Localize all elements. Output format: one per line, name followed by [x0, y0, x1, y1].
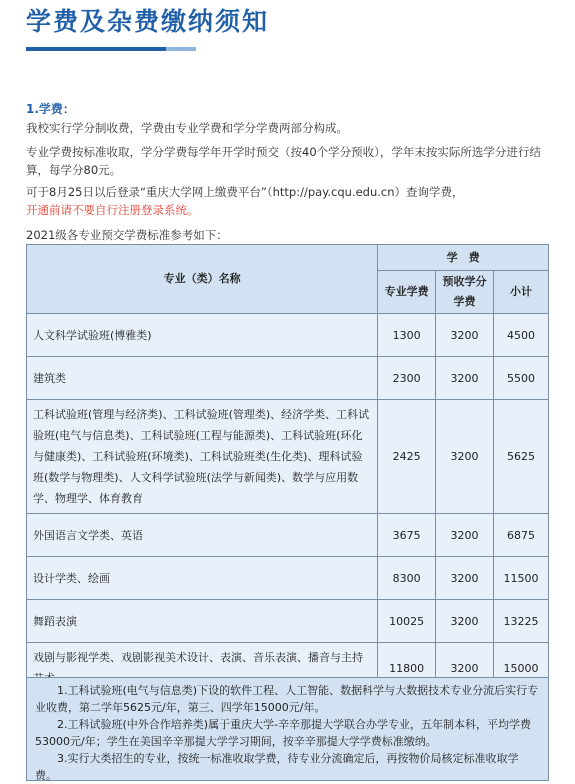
header-major: 专业（类）名称 — [27, 245, 378, 314]
note-1: 1.工科试验班(电气与信息类)下设的软件工程、人工智能、数据科学与大数据技术专业分流后实行专业收费，第二学年5625元/年，第三、四学年15000元/年。 — [35, 684, 539, 714]
prof-fee: 2300 — [378, 357, 436, 400]
prof-fee: 8300 — [378, 557, 436, 600]
header-credit-fee: 预收学分学费 — [436, 271, 494, 314]
warning-text: 开通前请不要自行注册登录系统。 — [26, 203, 199, 217]
table-row — [27, 557, 549, 600]
paragraph-structure: 我校实行学分制收费，学费由专业学费和学分学费两部分构成。 — [26, 121, 348, 135]
section-heading: 1.学费： — [26, 102, 75, 116]
credit-fee: 3200 — [436, 357, 494, 400]
total-fee: 6875 — [494, 514, 549, 557]
table-row — [27, 514, 549, 557]
note-3: 3.实行大类招生的专业，按统一标准收取学费，待专业分流确定后，再按物价局核定标准收取学费。 — [35, 752, 519, 782]
table-row — [27, 400, 549, 514]
credit-fee: 3200 — [436, 314, 494, 357]
total-fee: 4500 — [494, 314, 549, 357]
major-name: 工科试验班(管理与经济类)、工科试验班(管理类)、经济学类、工科试验班(电气与信息类)、工科试验班(工程与能源类)、工科试验班(环化与健康类)、工科试验班(环境类)、工科试验班类(生化类)、理科试验班(数学与物理类)、人文科学试验班(法学与新闻类)、数学与应用数学、物理学、体育教育 — [27, 400, 378, 514]
major-name: 戏剧与影视学类、戏剧影视美术设计、表演、音乐表演、播音与主持 — [27, 643, 378, 694]
credit-fee: 3200 — [436, 643, 494, 694]
note-2: 2.工科试验班(中外合作培养类)属于重庆大学-辛辛那提大学联合办学专业，五年制本科，平均学费53000元/年；学生在美国辛辛那提大学学习期间，按辛辛那提大学学费标准缴纳。 — [35, 718, 532, 748]
header-prof-fee: 专业学费 — [378, 271, 436, 314]
prof-fee: 3675 — [378, 514, 436, 557]
total-fee: 11500 — [494, 557, 549, 600]
table-caption: 2021级各专业预交学费标准参考如下： — [26, 228, 228, 242]
prof-fee: 2425 — [378, 400, 436, 514]
total-fee: 5500 — [494, 357, 549, 400]
credit-fee: 3200 — [436, 600, 494, 643]
query-text: 可于8月25日以后登录“重庆大学网上缴费平台”（http://pay.cqu.edu.cn）查询学费， — [26, 185, 464, 199]
prof-fee: 10025 — [378, 600, 436, 643]
paragraph-credit-fee: 专业学费按标准收取，学分学费每学年开学时预交（按40个学分预收），学年末按实际所选学分进行结算，每学分80元。 — [26, 145, 541, 177]
prof-fee: 1300 — [378, 314, 436, 357]
table-row — [27, 357, 549, 400]
page-title: 学费及杂费缴纳须知 — [26, 7, 270, 36]
major-name: 舞蹈表演 — [27, 600, 378, 643]
total-fee: 5625 — [494, 400, 549, 514]
header-total: 小计 — [494, 271, 549, 314]
title-underline — [26, 47, 166, 51]
total-fee: 13225 — [494, 600, 549, 643]
table-row — [27, 600, 549, 643]
notes-box — [26, 677, 549, 781]
major-name: 设计学类、绘画 — [27, 557, 378, 600]
table-row — [27, 314, 549, 357]
title-underline-accent — [166, 47, 196, 51]
credit-fee: 3200 — [436, 400, 494, 514]
major-name: 外国语言文学类、英语 — [27, 514, 378, 557]
major-name: 建筑类 — [27, 357, 378, 400]
credit-fee: 3200 — [436, 557, 494, 600]
credit-fee: 3200 — [436, 514, 494, 557]
major-name: 人文科学试验班(博雅类) — [27, 314, 378, 357]
header-fee-group: 学 费 — [378, 245, 549, 271]
fee-table — [26, 244, 549, 694]
total-fee: 15000 — [494, 643, 549, 694]
prof-fee: 11800 — [378, 643, 436, 694]
paragraph-query — [26, 183, 554, 219]
